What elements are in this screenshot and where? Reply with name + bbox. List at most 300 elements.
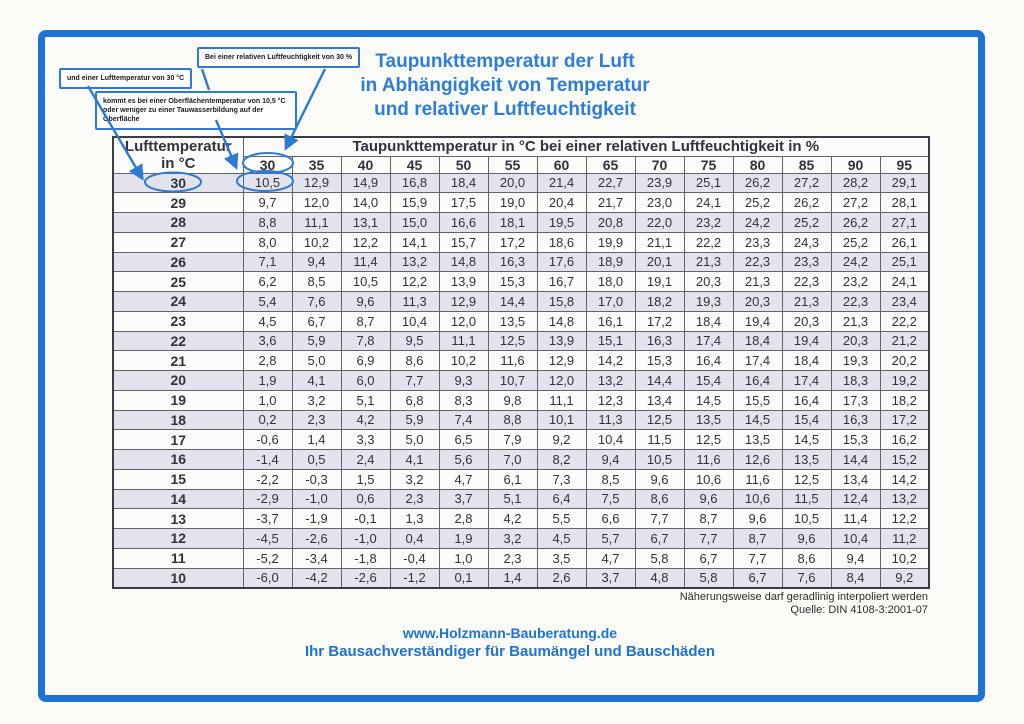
dewpoint-cell: 14,5 <box>684 390 733 410</box>
dewpoint-cell: 3,2 <box>488 529 537 549</box>
dewpoint-cell: 2,3 <box>488 548 537 568</box>
dewpoint-cell: 19,0 <box>488 193 537 213</box>
dewpoint-cell: 12,9 <box>537 351 586 371</box>
dewpoint-cell: 10,4 <box>390 311 439 331</box>
dewpoint-cell: 3,5 <box>537 548 586 568</box>
dewpoint-cell: 16,6 <box>439 213 488 233</box>
rh-column-header: 85 <box>782 156 831 173</box>
dewpoint-cell: 9,2 <box>537 430 586 450</box>
dewpoint-cell: 23,0 <box>635 193 684 213</box>
dewpoint-cell: 12,0 <box>537 371 586 391</box>
dewpoint-cell: 28,2 <box>831 173 880 193</box>
dewpoint-cell: 1,9 <box>439 529 488 549</box>
dewpoint-cell: 1,9 <box>243 371 292 391</box>
dewpoint-cell: 21,7 <box>586 193 635 213</box>
dewpoint-cell: 9,2 <box>880 568 929 588</box>
dewpoint-cell: 10,5 <box>243 173 292 193</box>
dewpoint-cell: 10,2 <box>880 548 929 568</box>
dewpoint-cell: 23,4 <box>880 292 929 312</box>
dewpoint-cell: 12,0 <box>439 311 488 331</box>
dewpoint-cell: 24,2 <box>733 213 782 233</box>
dewpoint-cell: 3,2 <box>292 390 341 410</box>
dewpoint-cell: 7,3 <box>537 469 586 489</box>
dewpoint-cell: 18,1 <box>488 213 537 233</box>
dewpoint-cell: -1,8 <box>341 548 390 568</box>
footer-website: www.Holzmann-Bauberatung.de <box>402 625 618 641</box>
footer <box>40 624 980 661</box>
dewpoint-cell: 15,3 <box>488 272 537 292</box>
dewpoint-cell: 5,4 <box>243 292 292 312</box>
air-temp-cell: 14 <box>113 489 243 509</box>
rh-column-header: 30 <box>243 156 292 173</box>
dewpoint-cell: -1,4 <box>243 450 292 470</box>
dewpoint-cell: 8,7 <box>733 529 782 549</box>
dewpoint-cell: 9,6 <box>635 469 684 489</box>
dewpoint-cell: 5,8 <box>635 548 684 568</box>
dewpoint-cell: 3,7 <box>439 489 488 509</box>
dewpoint-cell: 5,8 <box>684 568 733 588</box>
dewpoint-cell: 12,9 <box>292 173 341 193</box>
dewpoint-cell: 15,4 <box>684 371 733 391</box>
dewpoint-cell: 13,5 <box>684 410 733 430</box>
dewpoint-cell: 10,2 <box>439 351 488 371</box>
title-line-3: und relativer Luftfeuchtigkeit <box>374 99 636 120</box>
dewpoint-cell: 18,4 <box>684 311 733 331</box>
rh-column-header: 70 <box>635 156 684 173</box>
dewpoint-cell: 5,1 <box>488 489 537 509</box>
table-row <box>113 410 929 430</box>
dewpoint-cell: -0,3 <box>292 469 341 489</box>
dewpoint-cell: 17,3 <box>831 390 880 410</box>
dewpoint-cell: 12,6 <box>733 450 782 470</box>
dewpoint-cell: 12,5 <box>635 410 684 430</box>
dewpoint-cell: -2,6 <box>341 568 390 588</box>
dewpoint-cell: 24,1 <box>880 272 929 292</box>
dewpoint-cell: -6,0 <box>243 568 292 588</box>
dewpoint-cell: 22,3 <box>782 272 831 292</box>
dewpoint-cell: 20,3 <box>684 272 733 292</box>
dewpoint-cell: 6,4 <box>537 489 586 509</box>
dewpoint-cell: 14,2 <box>880 469 929 489</box>
dewpoint-cell: 12,5 <box>684 430 733 450</box>
dewpoint-cell: 21,4 <box>537 173 586 193</box>
dewpoint-cell: 2,8 <box>243 351 292 371</box>
dewpoint-cell: 18,2 <box>880 390 929 410</box>
dewpoint-cell: 10,2 <box>292 232 341 252</box>
dewpoint-cell: 15,2 <box>880 450 929 470</box>
table-row <box>113 568 929 588</box>
dewpoint-cell: 1,4 <box>292 430 341 450</box>
rh-column-header: 40 <box>341 156 390 173</box>
dewpoint-cell: -4,5 <box>243 529 292 549</box>
dewpoint-cell: 10,4 <box>831 529 880 549</box>
rh-column-header: 90 <box>831 156 880 173</box>
footer-tagline: Ihr Bausachverständiger für Baumängel und Bauschäden <box>304 643 716 660</box>
air-temp-header-line2: in °C <box>161 155 196 173</box>
dewpoint-cell: 10,5 <box>782 509 831 529</box>
dewpoint-cell: 7,6 <box>782 568 831 588</box>
dewpoint-cell: 8,6 <box>635 489 684 509</box>
dewpoint-cell: 18,4 <box>439 173 488 193</box>
dewpoint-cell: 6,5 <box>439 430 488 450</box>
dewpoint-cell: 16,3 <box>488 252 537 272</box>
dewpoint-cell: 18,4 <box>782 351 831 371</box>
dewpoint-cell: 0,6 <box>341 489 390 509</box>
dewpoint-cell: 6,2 <box>243 272 292 292</box>
dewpoint-cell: 15,1 <box>586 331 635 351</box>
dewpoint-cell: 6,7 <box>684 548 733 568</box>
rh-column-header: 55 <box>488 156 537 173</box>
dewpoint-cell: 10,1 <box>537 410 586 430</box>
dewpoint-cell: 19,3 <box>831 351 880 371</box>
dewpoint-cell: 16,8 <box>390 173 439 193</box>
dewpoint-cell: 24,2 <box>831 252 880 272</box>
dewpoint-cell: 10,6 <box>733 489 782 509</box>
dewpoint-cell: 14,0 <box>341 193 390 213</box>
dewpoint-cell: 8,0 <box>243 232 292 252</box>
dewpoint-cell: 8,6 <box>782 548 831 568</box>
dewpoint-cell: 20,4 <box>537 193 586 213</box>
dewpoint-cell: 16,4 <box>733 371 782 391</box>
air-temp-cell: 27 <box>113 232 243 252</box>
dewpoint-cell: 18,4 <box>733 331 782 351</box>
rh-column-header: 60 <box>537 156 586 173</box>
dewpoint-cell: 5,6 <box>439 450 488 470</box>
callout-relative-humidity: Bei einer relativen Luftfeuchtigkeit von 30 % <box>197 47 360 68</box>
dewpoint-cell: 14,5 <box>733 410 782 430</box>
dewpoint-cell: 11,2 <box>880 529 929 549</box>
dewpoint-cell: 1,0 <box>439 548 488 568</box>
dewpoint-cell: 4,1 <box>292 371 341 391</box>
dewpoint-cell: -1,9 <box>292 509 341 529</box>
table-row <box>113 193 929 213</box>
dewpoint-cell: 7,7 <box>733 548 782 568</box>
dewpoint-cell: 2,3 <box>292 410 341 430</box>
group-header-row <box>113 137 929 156</box>
table-row <box>113 213 929 233</box>
dewpoint-cell: 19,9 <box>586 232 635 252</box>
table-row <box>113 390 929 410</box>
dewpoint-cell: 15,7 <box>439 232 488 252</box>
dewpoint-cell: 7,1 <box>243 252 292 272</box>
dewpoint-cell: 12,2 <box>341 232 390 252</box>
dewpoint-cell: 23,9 <box>635 173 684 193</box>
rh-column-header: 95 <box>880 156 929 173</box>
dewpoint-cell: 1,4 <box>488 568 537 588</box>
rh-column-header: 65 <box>586 156 635 173</box>
dewpoint-cell: 16,4 <box>684 351 733 371</box>
callout-air-temperature: und einer Lufttemperatur von 30 °C <box>59 68 192 89</box>
dewpoint-cell: -1,0 <box>292 489 341 509</box>
dewpoint-cell: 4,8 <box>635 568 684 588</box>
dewpoint-cell: -1,2 <box>390 568 439 588</box>
air-temp-cell: 21 <box>113 351 243 371</box>
dewpoint-cell: 15,5 <box>733 390 782 410</box>
dewpoint-cell: 24,3 <box>782 232 831 252</box>
dewpoint-cell: 27,2 <box>831 193 880 213</box>
dewpoint-cell: 20,1 <box>635 252 684 272</box>
dewpoint-cell: -2,9 <box>243 489 292 509</box>
dewpoint-cell: -0,1 <box>341 509 390 529</box>
dewpoint-cell: -2,2 <box>243 469 292 489</box>
dewpoint-cell: 23,3 <box>733 232 782 252</box>
dewpoint-cell: 1,5 <box>341 469 390 489</box>
note-source: Quelle: DIN 4108-3:2001-07 <box>790 604 928 616</box>
dewpoint-cell: 20,3 <box>782 311 831 331</box>
dewpoint-cell: 14,4 <box>831 450 880 470</box>
air-temp-header-line1: Lufttemperatur <box>124 138 232 156</box>
dewpoint-cell: 4,7 <box>439 469 488 489</box>
air-temp-cell: 15 <box>113 469 243 489</box>
dewpoint-cell: 7,5 <box>586 489 635 509</box>
dewpoint-cell: 22,2 <box>880 311 929 331</box>
dewpoint-cell: 4,2 <box>341 410 390 430</box>
dewpoint-cell: 7,4 <box>439 410 488 430</box>
dewpoint-cell: 18,6 <box>537 232 586 252</box>
callout-surface-temperature: kommt es bei einer Oberflächentemperatur von 10,5 °C oder weniger zu einer Tauwasserbildung auf der Oberfläche <box>95 91 297 130</box>
air-temp-cell: 26 <box>113 252 243 272</box>
table-row <box>113 529 929 549</box>
dewpoint-cell: 20,2 <box>880 351 929 371</box>
dewpoint-cell: -0,4 <box>390 548 439 568</box>
dewpoint-cell: 3,2 <box>390 469 439 489</box>
note-interpolation: Näherungsweise darf geradlinig interpoliert werden <box>679 591 928 603</box>
dewpoint-cell: 22,3 <box>831 292 880 312</box>
dewpoint-cell: 11,1 <box>537 390 586 410</box>
dewpoint-cell: 6,7 <box>733 568 782 588</box>
dewpoint-cell: 9,3 <box>439 371 488 391</box>
dewpoint-cell: 9,4 <box>586 450 635 470</box>
dewpoint-cell: 16,1 <box>586 311 635 331</box>
dewpoint-cell: -2,6 <box>292 529 341 549</box>
table-row <box>113 548 929 568</box>
dewpoint-cell: 25,1 <box>684 173 733 193</box>
dewpoint-cell: 16,2 <box>880 430 929 450</box>
dewpoint-cell: 17,6 <box>537 252 586 272</box>
air-temp-cell: 10 <box>113 568 243 588</box>
dewpoint-cell: -4,2 <box>292 568 341 588</box>
dewpoint-cell: 27,1 <box>880 213 929 233</box>
dewpoint-cell: 8,6 <box>390 351 439 371</box>
air-temp-cell: 16 <box>113 450 243 470</box>
dewpoint-cell: 8,7 <box>684 509 733 529</box>
dewpoint-cell: 12,9 <box>439 292 488 312</box>
dewpoint-cell: 23,2 <box>831 272 880 292</box>
dewpoint-cell: 9,6 <box>782 529 831 549</box>
dewpoint-cell: 11,4 <box>831 509 880 529</box>
dewpoint-cell: 17,4 <box>733 351 782 371</box>
dewpoint-table <box>112 136 930 589</box>
dewpoint-cell: 27,2 <box>782 173 831 193</box>
dewpoint-cell: 6,7 <box>635 529 684 549</box>
dewpoint-cell: 8,3 <box>439 390 488 410</box>
dewpoint-cell: 13,9 <box>537 331 586 351</box>
dewpoint-cell: 16,3 <box>831 410 880 430</box>
dewpoint-cell: 13,5 <box>782 450 831 470</box>
dewpoint-cell: 10,5 <box>341 272 390 292</box>
dewpoint-cell: 13,2 <box>390 252 439 272</box>
dewpoint-cell: 17,0 <box>586 292 635 312</box>
table-row <box>113 489 929 509</box>
dewpoint-cell: 17,5 <box>439 193 488 213</box>
dewpoint-cell: 19,3 <box>684 292 733 312</box>
table-row <box>113 331 929 351</box>
title-line-2: in Abhängigkeit von Temperatur <box>360 75 650 96</box>
dewpoint-cell: 14,4 <box>488 292 537 312</box>
dewpoint-cell: 26,1 <box>880 232 929 252</box>
air-temp-cell: 30 <box>113 173 243 193</box>
dewpoint-cell: 8,2 <box>537 450 586 470</box>
table-row <box>113 371 929 391</box>
dewpoint-cell: 15,9 <box>390 193 439 213</box>
dewpoint-cell: -1,0 <box>341 529 390 549</box>
table-row <box>113 509 929 529</box>
air-temp-cell: 20 <box>113 371 243 391</box>
dewpoint-cell: 25,2 <box>782 213 831 233</box>
dewpoint-cell: 9,6 <box>341 292 390 312</box>
dewpoint-cell: 23,3 <box>782 252 831 272</box>
dewpoint-cell: 20,3 <box>831 331 880 351</box>
dewpoint-group-header: Taupunkttemperatur in °C bei einer relativen Luftfeuchtigkeit in % <box>243 137 929 156</box>
dewpoint-cell: 5,0 <box>390 430 439 450</box>
dewpoint-cell: 21,3 <box>831 311 880 331</box>
dewpoint-cell: 8,8 <box>488 410 537 430</box>
dewpoint-cell: -3,4 <box>292 548 341 568</box>
dewpoint-cell: -3,7 <box>243 509 292 529</box>
dewpoint-cell: 26,2 <box>733 173 782 193</box>
air-temp-column-header <box>113 137 243 173</box>
dewpoint-cell: 12,5 <box>488 331 537 351</box>
rh-column-header: 50 <box>439 156 488 173</box>
dewpoint-cell: 28,1 <box>880 193 929 213</box>
table-row <box>113 430 929 450</box>
dewpoint-cell: 12,0 <box>292 193 341 213</box>
dewpoint-cell: 11,6 <box>684 450 733 470</box>
air-temp-cell: 11 <box>113 548 243 568</box>
dewpoint-cell: -0,6 <box>243 430 292 450</box>
dewpoint-cell: 11,6 <box>488 351 537 371</box>
dewpoint-cell: 1,3 <box>390 509 439 529</box>
dewpoint-cell: 1,0 <box>243 390 292 410</box>
table-row <box>113 351 929 371</box>
dewpoint-cell: 11,5 <box>782 489 831 509</box>
table-row <box>113 252 929 272</box>
dewpoint-cell: 4,5 <box>537 529 586 549</box>
dewpoint-cell: 22,0 <box>635 213 684 233</box>
dewpoint-cell: 6,6 <box>586 509 635 529</box>
dewpoint-cell: 11,1 <box>439 331 488 351</box>
dewpoint-cell: 14,5 <box>782 430 831 450</box>
dewpoint-cell: 13,5 <box>488 311 537 331</box>
dewpoint-cell: 2,6 <box>537 568 586 588</box>
table-notes <box>680 591 928 617</box>
dewpoint-cell: 2,4 <box>341 450 390 470</box>
dewpoint-cell: 15,0 <box>390 213 439 233</box>
dewpoint-cell: 7,0 <box>488 450 537 470</box>
dewpoint-cell: 7,7 <box>684 529 733 549</box>
dewpoint-cell: 13,5 <box>733 430 782 450</box>
dewpoint-cell: 25,2 <box>733 193 782 213</box>
dewpoint-cell: 8,5 <box>586 469 635 489</box>
dewpoint-cell: 7,6 <box>292 292 341 312</box>
dewpoint-cell: 5,9 <box>390 410 439 430</box>
rh-column-header: 80 <box>733 156 782 173</box>
dewpoint-cell: 25,2 <box>831 232 880 252</box>
dewpoint-cell: 4,5 <box>243 311 292 331</box>
dewpoint-cell: 13,4 <box>831 469 880 489</box>
dewpoint-cell: 14,4 <box>635 371 684 391</box>
dewpoint-cell: 26,2 <box>782 193 831 213</box>
dewpoint-cell: 18,9 <box>586 252 635 272</box>
dewpoint-cell: 19,4 <box>733 311 782 331</box>
page-title <box>330 50 680 122</box>
dewpoint-cell: 22,2 <box>684 232 733 252</box>
dewpoint-cell: 21,2 <box>880 331 929 351</box>
dewpoint-cell: 17,2 <box>635 311 684 331</box>
dewpoint-cell: 22,3 <box>733 252 782 272</box>
air-temp-cell: 13 <box>113 509 243 529</box>
dewpoint-cell: 17,2 <box>880 410 929 430</box>
dewpoint-cell: 8,7 <box>341 311 390 331</box>
dewpoint-cell: 17,4 <box>684 331 733 351</box>
dewpoint-cell: 21,3 <box>733 272 782 292</box>
table-row <box>113 292 929 312</box>
dewpoint-cell: 4,2 <box>488 509 537 529</box>
dewpoint-cell: 6,0 <box>341 371 390 391</box>
dewpoint-cell: 15,3 <box>831 430 880 450</box>
dewpoint-cell: 26,2 <box>831 213 880 233</box>
dewpoint-cell: 11,3 <box>586 410 635 430</box>
dewpoint-cell: 9,5 <box>390 331 439 351</box>
dewpoint-cell: 4,1 <box>390 450 439 470</box>
air-temp-cell: 24 <box>113 292 243 312</box>
dewpoint-cell: 19,4 <box>782 331 831 351</box>
dewpoint-cell: 0,4 <box>390 529 439 549</box>
air-temp-cell: 22 <box>113 331 243 351</box>
dewpoint-cell: 9,6 <box>733 509 782 529</box>
dewpoint-cell: 16,4 <box>782 390 831 410</box>
dewpoint-cell: 11,6 <box>733 469 782 489</box>
dewpoint-cell: 8,8 <box>243 213 292 233</box>
dewpoint-cell: 10,6 <box>684 469 733 489</box>
dewpoint-cell: 14,1 <box>390 232 439 252</box>
dewpoint-cell: 11,3 <box>390 292 439 312</box>
dewpoint-cell: 13,2 <box>586 371 635 391</box>
dewpoint-cell: 5,9 <box>292 331 341 351</box>
dewpoint-cell: 13,2 <box>880 489 929 509</box>
dewpoint-cell: 6,1 <box>488 469 537 489</box>
dewpoint-cell: 9,7 <box>243 193 292 213</box>
dewpoint-cell: 18,3 <box>831 371 880 391</box>
dewpoint-cell: 19,5 <box>537 213 586 233</box>
dewpoint-cell: 9,4 <box>831 548 880 568</box>
dewpoint-cell: 25,1 <box>880 252 929 272</box>
dewpoint-cell: 23,2 <box>684 213 733 233</box>
dewpoint-cell: 6,8 <box>390 390 439 410</box>
dewpoint-cell: 21,3 <box>684 252 733 272</box>
dewpoint-cell: -5,2 <box>243 548 292 568</box>
dewpoint-cell: 0,5 <box>292 450 341 470</box>
dewpoint-cell: 15,3 <box>635 351 684 371</box>
dewpoint-cell: 5,7 <box>586 529 635 549</box>
dewpoint-cell: 12,4 <box>831 489 880 509</box>
dewpoint-cell: 24,1 <box>684 193 733 213</box>
dewpoint-cell: 9,4 <box>292 252 341 272</box>
rh-column-header: 35 <box>292 156 341 173</box>
table-row <box>113 173 929 193</box>
table-row <box>113 311 929 331</box>
dewpoint-cell: 0,2 <box>243 410 292 430</box>
